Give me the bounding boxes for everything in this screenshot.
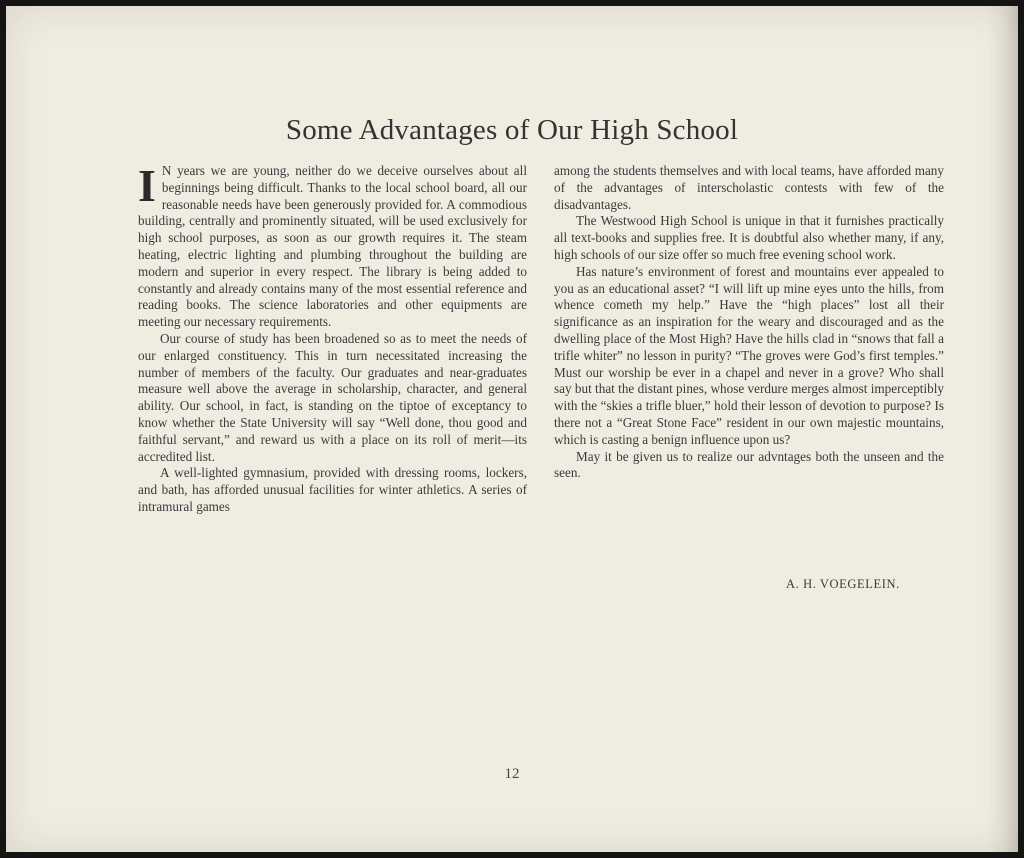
book-page <box>6 6 1018 852</box>
page-title: Some Advantages of Our High School <box>285 114 739 146</box>
paragraph-text: N years we are young, neither do we deceive ourselves about all beginnings being difficult. Thanks to the local school board, all our reasonable needs have been generously provided for. A commodious building, centrally and prominently situated, will be used exclusively for high school purposes, as soon as our growth requires it. The steam heating, electric lighting and plumbing throughout the building are modern and superior in every respect. The library is being added to constantly and already contains many of the most essential reference and reading books. The science laboratories and other equipments are meeting our necessary requirements. <box>138 163 527 330</box>
drop-cap: I <box>138 160 156 211</box>
paragraph: The Westwood High School is unique in that it furnishes practically all text-books and supplies free. It is doubtful also whether many, if any, high schools of our size offer so much free evening school work. <box>554 213 944 262</box>
paragraph: Has nature’s environment of forest and mountains ever appealed to you as an educational asset? “I will lift up mine eyes unto the hills, from whence cometh my help.” Have the “high places” lost all their significance as an inspiration for the weary and discouraged and as the dwelling place of the Most High? Have the hills clad in “snows that fall a trifle whiter” no lesson in purity? “The groves were God’s first temples.” Must our worship be ever in a chapel and never in a grove? Who shall say but that the distant pines, whose verdure merges almost imperceptibly with the “skies a trifle bluer,” hold their lesson of devotion to purpose? Is there not a “Great Stone Face” resident in our own majestic mountains, which is casting a benign influence upon us? <box>554 263 944 447</box>
paragraph: A well-lighted gymnasium, provided with dressing rooms, lockers, and bath, has afforded unusual facilities for winter athletics. A series of intramural games <box>138 465 527 514</box>
author-signature: A. H. VOEGELEIN. <box>786 577 900 591</box>
left-column <box>138 160 527 516</box>
paragraph: May it be given us to realize our advntages both the unseen and the seen. <box>554 448 944 481</box>
paragraph: Our course of study has been broadened so as to meet the needs of our enlarged constituency. This in turn necessitated increasing the number of members of the faculty. Our graduates and near-graduates measure well above the average in scholarship, character, and general ability. Our school, in fact, is standing on the tiptoe of exceptancy to know whether the State University will say “Well done, thou good and faithful servant,” and reward us with a place on its roll of merit—its accredited list. <box>138 330 527 464</box>
paragraph <box>138 160 527 331</box>
page-number: 12 <box>504 766 520 782</box>
right-column <box>554 163 944 482</box>
paragraph: among the students themselves and with local teams, have afforded many of the advantages of interscholastic contests with few of the disadvantages. <box>554 163 944 212</box>
